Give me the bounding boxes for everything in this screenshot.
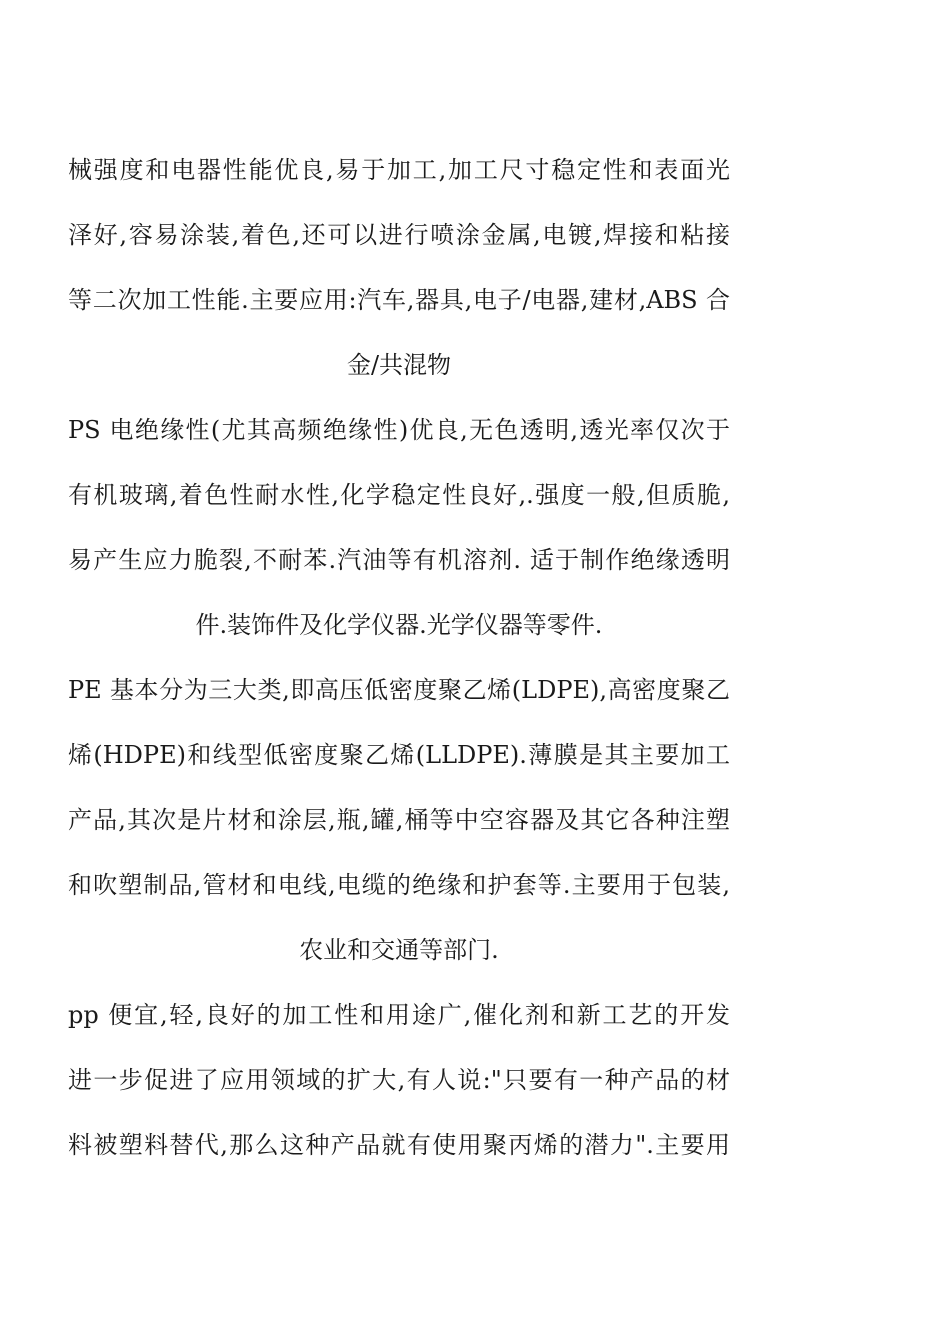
text-line: 料被塑料替代,那么这种产品就有使用聚丙烯的潜力".主要用 <box>68 1131 730 1159</box>
text-line: 进一步促进了应用领域的扩大,有人说:"只要有一种产品的材 <box>68 1066 730 1094</box>
text-line: 泽好,容易涂装,着色,还可以进行喷涂金属,电镀,焊接和粘接 <box>68 221 730 249</box>
paragraph-abs <box>68 138 730 398</box>
text-line: 农业和交通等部门. <box>299 936 499 964</box>
text-line: 烯(HDPE)和线型低密度聚乙烯(LLDPE).薄膜是其主要加工 <box>68 741 730 769</box>
text-line: 件.装饰件及化学仪器.光学仪器等零件. <box>195 611 603 639</box>
text-line: 和吹塑制品,管材和电线,电缆的绝缘和护套等.主要用于包装, <box>68 871 730 899</box>
text-line: 金/共混物 <box>346 351 452 379</box>
text-line: 械强度和电器性能优良,易于加工,加工尺寸稳定性和表面光 <box>68 156 730 184</box>
document-body <box>68 138 730 1178</box>
text-line: 等二次加工性能.主要应用:汽车,器具,电子/电器,建材,ABS 合 <box>68 286 730 314</box>
text-line: 产品,其次是片材和涂层,瓶,罐,桶等中空容器及其它各种注塑 <box>68 806 730 834</box>
paragraph-ps <box>68 398 730 658</box>
text-line: PE 基本分为三大类,即高压低密度聚乙烯(LDPE),高密度聚乙 <box>68 676 730 704</box>
text-line: pp 便宜,轻,良好的加工性和用途广,催化剂和新工艺的开发 <box>68 1001 730 1029</box>
text-line: PS 电绝缘性(尤其高频绝缘性)优良,无色透明,透光率仅次于 <box>68 416 730 444</box>
paragraph-pe <box>68 658 730 983</box>
text-line: 易产生应力脆裂,不耐苯.汽油等有机溶剂. 适于制作绝缘透明 <box>68 546 730 574</box>
text-line: 有机玻璃,着色性耐水性,化学稳定性良好,.强度一般,但质脆, <box>68 481 730 509</box>
paragraph-pp <box>68 983 730 1178</box>
